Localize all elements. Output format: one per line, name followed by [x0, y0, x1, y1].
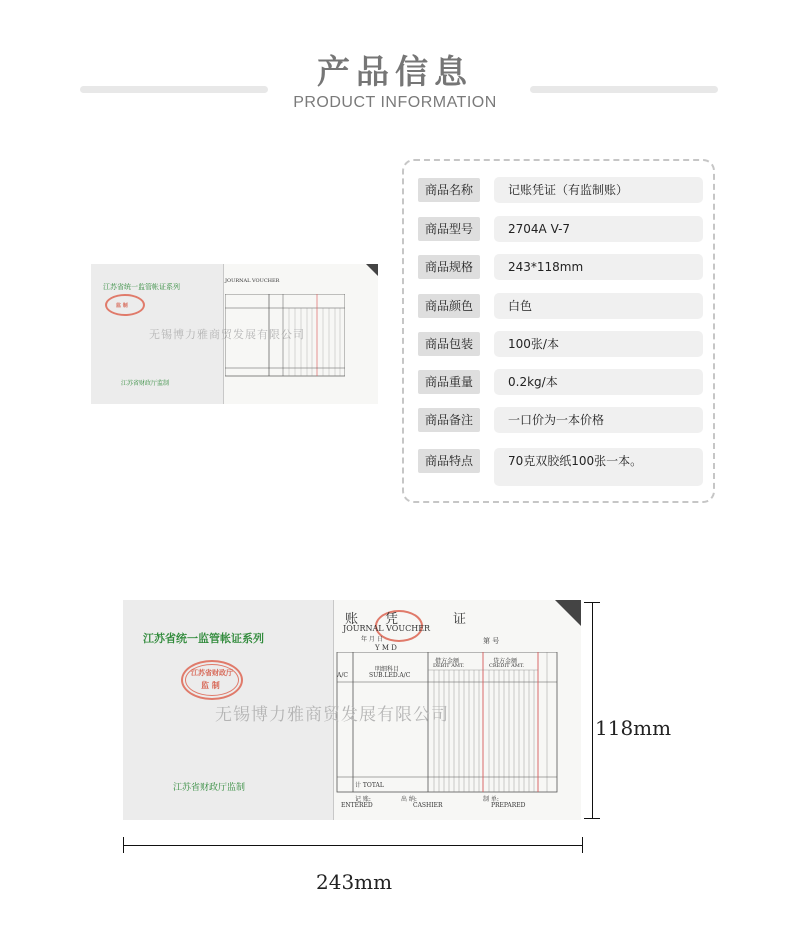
voucher-title-en: JOURNAL VOUCHER	[225, 278, 280, 284]
voucher-col-ac: A/C	[337, 672, 348, 679]
voucher-prepared: PREPARED	[491, 802, 526, 809]
voucher-title-mid: 凭	[385, 612, 399, 627]
voucher-col-debit: 借方金额	[435, 658, 460, 665]
info-label-color: 商品颜色	[418, 294, 480, 318]
width-dimension-cap-left	[123, 837, 124, 853]
info-label-model: 商品型号	[418, 217, 480, 241]
info-value-weight: 0.2kg/本	[494, 369, 703, 395]
voucher-corner-mark	[555, 600, 581, 626]
info-value-remark: 一口价为一本价格	[494, 407, 703, 433]
product-image-small	[91, 264, 378, 404]
section-title: 产品信息	[317, 52, 473, 91]
height-dimension-cap-top	[584, 602, 600, 603]
width-dimension-cap-right	[582, 837, 583, 853]
voucher-prepared-cn: 制 单:	[483, 796, 499, 803]
info-value-name: 记账凭证（有监制账）	[494, 177, 703, 203]
voucher-col-credit-en: CREDIT AMT.	[489, 663, 525, 669]
height-dimension-label: 118mm	[595, 716, 672, 740]
height-dimension-cap-bottom	[584, 818, 600, 819]
voucher-col-credit: 贷方金额	[493, 658, 518, 665]
voucher-series-title: 江苏省统一监管帐证系列	[103, 283, 180, 291]
voucher-seal-mark: 监 制	[201, 681, 220, 690]
voucher-title-left: 账	[345, 612, 359, 627]
info-label-name: 商品名称	[418, 178, 480, 202]
voucher-title-en: JOURNAL VOUCHER	[343, 624, 431, 633]
info-label-remark: 商品备注	[418, 408, 480, 432]
voucher-entered: ENTERED	[341, 802, 373, 809]
info-label-package: 商品包装	[418, 332, 480, 356]
voucher-series-title: 江苏省统一监管帐证系列	[143, 632, 264, 645]
voucher-supervisor: 江苏省财政厅监制	[121, 380, 170, 387]
info-label-weight: 商品重量	[418, 370, 480, 394]
width-dimension-label: 243mm	[316, 870, 393, 894]
voucher-col-account-en: SUB.LED.A/C	[369, 672, 411, 679]
voucher-watermark: 无锡博力雅商贸发展有限公司	[149, 328, 305, 341]
voucher-supervisor: 江苏省财政厅监制	[173, 783, 246, 793]
voucher-entered-cn: 记 账:	[355, 796, 371, 803]
info-value-color: 白色	[494, 293, 703, 319]
voucher-total: 计 TOTAL	[355, 782, 384, 789]
section-subtitle: PRODUCT INFORMATION	[293, 94, 497, 111]
height-dimension-line	[592, 602, 593, 819]
voucher-title-right: 证	[453, 612, 467, 627]
voucher-col-debit-en: DEBIT AMT.	[433, 663, 465, 669]
voucher-cashier: CASHIER	[413, 802, 443, 809]
info-value-feature: 70克双胶纸100张一本。	[494, 448, 703, 486]
voucher-seal-text: 江苏省财政厅	[191, 669, 233, 677]
voucher-col-account: 明细科目	[375, 666, 400, 673]
voucher-date-cn: 年 月 日	[361, 636, 383, 643]
voucher-grid	[225, 294, 345, 386]
info-value-spec: 243*118mm	[494, 254, 703, 280]
info-label-feature: 商品特点	[418, 449, 480, 473]
product-image-large	[123, 600, 581, 820]
voucher-seal-mark: 监 制	[116, 303, 128, 309]
info-value-model: 2704A V-7	[494, 216, 703, 242]
width-dimension-line	[123, 845, 583, 846]
voucher-ymd: Y M D	[375, 644, 397, 652]
voucher-watermark: 无锡博力雅商贸发展有限公司	[215, 705, 449, 725]
info-label-spec: 商品规格	[418, 255, 480, 279]
voucher-cashier-cn: 出 纳:	[401, 796, 417, 803]
voucher-corner-mark	[366, 264, 378, 276]
voucher-number: 第 号	[483, 637, 500, 645]
info-value-package: 100张/本	[494, 331, 703, 357]
